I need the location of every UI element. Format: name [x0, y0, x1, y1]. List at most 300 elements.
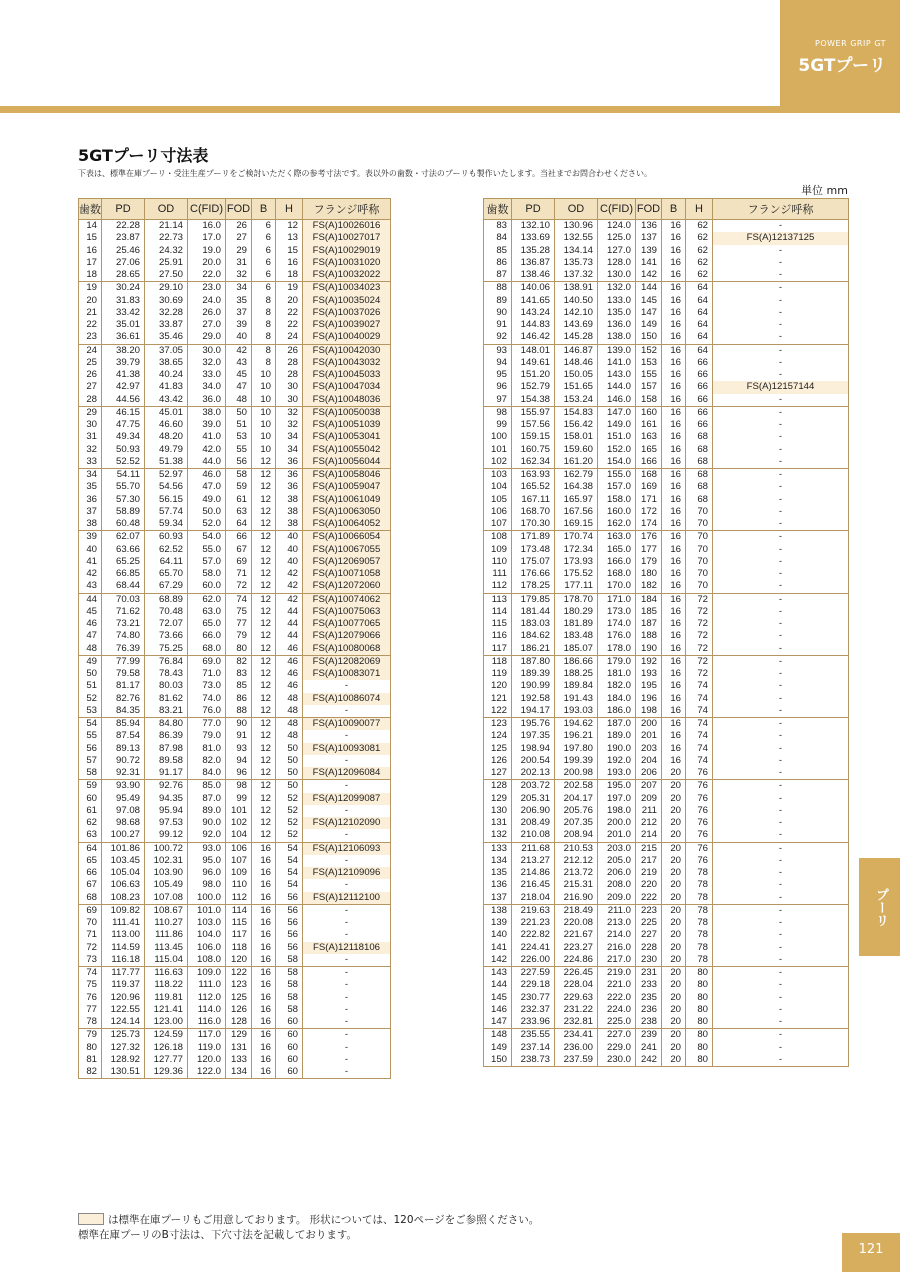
cell-h: 66: [686, 357, 713, 369]
cell-teeth: 144: [484, 979, 512, 991]
cell-pd: 65.25: [102, 556, 145, 568]
cell-od: 135.73: [555, 257, 598, 269]
cell-h: 13: [276, 232, 303, 244]
cell-flange: -: [713, 1029, 849, 1042]
cell-teeth: 81: [79, 1054, 102, 1066]
cell-b: 12: [252, 643, 276, 656]
cell-od: 164.38: [555, 481, 598, 493]
cell-fod: 128: [226, 1016, 252, 1029]
cell-flange: -: [303, 780, 391, 793]
cell-pd: 132.10: [512, 220, 555, 233]
cell-od: 70.48: [145, 606, 188, 618]
cell-teeth: 23: [79, 331, 102, 344]
cell-fod: 94: [226, 755, 252, 767]
cell-od: 170.74: [555, 531, 598, 544]
cell-pd: 66.85: [102, 568, 145, 580]
table-row: [484, 879, 849, 891]
cell-pd: 178.25: [512, 580, 555, 593]
cell-h: 78: [686, 942, 713, 954]
cell-h: 58: [276, 967, 303, 980]
cell-cfid: 193.0: [598, 767, 636, 780]
cell-od: 200.98: [555, 767, 598, 780]
cell-teeth: 63: [79, 829, 102, 842]
cell-b: 16: [662, 506, 686, 518]
cell-pd: 25.46: [102, 245, 145, 257]
cell-flange: FS(A)12112100: [303, 892, 391, 905]
cell-b: 12: [252, 793, 276, 805]
cell-teeth: 46: [79, 618, 102, 630]
cell-h: 58: [276, 954, 303, 967]
cell-flange: FS(A)10048036: [303, 394, 391, 407]
cell-pd: 189.39: [512, 668, 555, 680]
cell-cfid: 124.0: [598, 220, 636, 233]
cell-flange: -: [713, 979, 849, 991]
cell-teeth: 103: [484, 469, 512, 482]
table-row: [484, 556, 849, 568]
cell-od: 202.58: [555, 780, 598, 793]
cell-od: 137.32: [555, 269, 598, 282]
cell-b: 16: [662, 369, 686, 381]
cell-cfid: 166.0: [598, 556, 636, 568]
cell-teeth: 138: [484, 904, 512, 917]
cell-fod: 39: [226, 319, 252, 331]
cell-h: 74: [686, 730, 713, 742]
cell-pd: 87.54: [102, 730, 145, 742]
cell-cfid: 60.0: [188, 580, 226, 593]
cell-od: 199.39: [555, 755, 598, 767]
cell-fod: 211: [636, 805, 662, 817]
table-row: [484, 593, 849, 606]
cell-flange: -: [303, 680, 391, 692]
cell-teeth: 87: [484, 269, 512, 282]
cell-od: 138.91: [555, 282, 598, 295]
cell-cfid: 57.0: [188, 556, 226, 568]
cell-od: 237.59: [555, 1054, 598, 1067]
cell-fod: 222: [636, 892, 662, 905]
cell-od: 100.72: [145, 842, 188, 855]
cell-cfid: 209.0: [598, 892, 636, 905]
cell-fod: 55: [226, 444, 252, 456]
cell-flange: FS(A)10075063: [303, 606, 391, 618]
cell-flange: FS(A)12099087: [303, 793, 391, 805]
cell-b: 16: [662, 494, 686, 506]
cell-cfid: 181.0: [598, 668, 636, 680]
cell-cfid: 114.0: [188, 1004, 226, 1016]
table-row: [484, 232, 849, 244]
cell-teeth: 140: [484, 929, 512, 941]
cell-pd: 202.13: [512, 767, 555, 780]
table-row: [484, 718, 849, 731]
cell-pd: 208.49: [512, 817, 555, 829]
cell-h: 68: [686, 481, 713, 493]
cell-pd: 141.65: [512, 295, 555, 307]
cell-cfid: 111.0: [188, 979, 226, 991]
cell-teeth: 108: [484, 531, 512, 544]
cell-teeth: 26: [79, 369, 102, 381]
cell-pd: 211.68: [512, 842, 555, 855]
cell-b: 8: [252, 357, 276, 369]
cell-fod: 160: [636, 406, 662, 419]
cell-od: 154.83: [555, 406, 598, 419]
cell-h: 72: [686, 655, 713, 668]
cell-cfid: 81.0: [188, 743, 226, 755]
cell-cfid: 119.0: [188, 1042, 226, 1054]
cell-h: 40: [276, 556, 303, 568]
table-row: [484, 693, 849, 705]
cell-h: 44: [276, 606, 303, 618]
cell-teeth: 27: [79, 381, 102, 393]
cell-b: 12: [252, 618, 276, 630]
table-row: [79, 1066, 391, 1079]
table-row: [484, 767, 849, 780]
cell-fod: 48: [226, 394, 252, 407]
cell-cfid: 47.0: [188, 481, 226, 493]
cell-cfid: 76.0: [188, 705, 226, 718]
cell-od: 64.11: [145, 556, 188, 568]
cell-flange: FS(A)10034023: [303, 282, 391, 295]
cell-cfid: 187.0: [598, 718, 636, 731]
cell-h: 26: [276, 344, 303, 357]
cell-cfid: 44.0: [188, 456, 226, 469]
cell-fod: 137: [636, 232, 662, 244]
cell-cfid: 41.0: [188, 431, 226, 443]
cell-teeth: 78: [79, 1016, 102, 1029]
cell-cfid: 32.0: [188, 357, 226, 369]
table-row: [79, 606, 391, 618]
cell-fod: 82: [226, 655, 252, 668]
table-row: [484, 220, 849, 233]
table-row: [484, 531, 849, 544]
cell-b: 20: [662, 904, 686, 917]
cell-od: 62.52: [145, 544, 188, 556]
cell-flange: -: [713, 855, 849, 867]
cell-teeth: 45: [79, 606, 102, 618]
cell-fod: 107: [226, 855, 252, 867]
cell-cfid: 84.0: [188, 767, 226, 780]
cell-b: 16: [252, 942, 276, 954]
cell-b: 16: [662, 544, 686, 556]
cell-cfid: 154.0: [598, 456, 636, 469]
cell-pd: 146.42: [512, 331, 555, 344]
cell-fod: 220: [636, 879, 662, 891]
cell-od: 123.00: [145, 1016, 188, 1029]
table-row: [484, 1029, 849, 1042]
cell-b: 16: [662, 705, 686, 718]
cell-b: 16: [252, 992, 276, 1004]
cell-cfid: 29.0: [188, 331, 226, 344]
cell-cfid: 219.0: [598, 967, 636, 980]
cell-b: 16: [662, 606, 686, 618]
cell-fod: 141: [636, 257, 662, 269]
cell-fod: 219: [636, 867, 662, 879]
cell-cfid: 68.0: [188, 643, 226, 656]
cell-b: 16: [662, 406, 686, 419]
cell-cfid: 36.0: [188, 394, 226, 407]
cell-fod: 223: [636, 904, 662, 917]
cell-flange: -: [713, 245, 849, 257]
cell-cfid: 38.0: [188, 406, 226, 419]
table-row: [79, 1004, 391, 1016]
cell-flange: FS(A)10059047: [303, 481, 391, 493]
table-row: [79, 394, 391, 407]
cell-cfid: 133.0: [598, 295, 636, 307]
table-row: [484, 1042, 849, 1054]
cell-b: 20: [662, 979, 686, 991]
cell-h: 36: [276, 469, 303, 482]
cell-od: 84.80: [145, 718, 188, 731]
cell-od: 156.42: [555, 419, 598, 431]
cell-fod: 120: [226, 954, 252, 967]
cell-h: 54: [276, 879, 303, 891]
cell-od: 108.67: [145, 904, 188, 917]
cell-cfid: 227.0: [598, 1029, 636, 1042]
cell-pd: 213.27: [512, 855, 555, 867]
cell-b: 20: [662, 892, 686, 905]
table-row: [484, 929, 849, 941]
cell-flange: -: [303, 855, 391, 867]
cell-b: 16: [252, 904, 276, 917]
column-header-fod: FOD: [636, 199, 662, 220]
cell-b: 16: [252, 917, 276, 929]
cell-b: 12: [252, 817, 276, 829]
cell-b: 8: [252, 319, 276, 331]
cell-fod: 163: [636, 431, 662, 443]
cell-teeth: 41: [79, 556, 102, 568]
table-row: [484, 630, 849, 642]
cell-fod: 43: [226, 357, 252, 369]
table-row: [79, 780, 391, 793]
cell-h: 38: [276, 506, 303, 518]
cell-flange: FS(A)10037026: [303, 307, 391, 319]
cell-pd: 105.04: [102, 867, 145, 879]
cell-teeth: 59: [79, 780, 102, 793]
cell-h: 78: [686, 879, 713, 891]
page-number: 121: [858, 1242, 884, 1257]
cell-fod: 109: [226, 867, 252, 879]
cell-teeth: 100: [484, 431, 512, 443]
cell-h: 74: [686, 718, 713, 731]
cell-pd: 44.56: [102, 394, 145, 407]
cell-od: 52.97: [145, 469, 188, 482]
header-title: 5GTプーリ: [798, 56, 886, 76]
table-row: [79, 743, 391, 755]
cell-h: 52: [276, 817, 303, 829]
cell-teeth: 121: [484, 693, 512, 705]
cell-h: 76: [686, 842, 713, 855]
cell-cfid: 63.0: [188, 606, 226, 618]
cell-cfid: 213.0: [598, 917, 636, 929]
cell-flange: -: [303, 879, 391, 891]
cell-h: 68: [686, 444, 713, 456]
cell-fod: 158: [636, 394, 662, 407]
column-header-h: H: [276, 199, 303, 220]
cell-pd: 205.31: [512, 793, 555, 805]
table-row: [79, 580, 391, 593]
cell-cfid: 158.0: [598, 494, 636, 506]
cell-flange: -: [713, 967, 849, 980]
cell-flange: -: [713, 680, 849, 692]
cell-h: 60: [276, 1066, 303, 1079]
cell-od: 188.25: [555, 668, 598, 680]
cell-h: 40: [276, 544, 303, 556]
cell-b: 20: [662, 879, 686, 891]
cell-od: 194.62: [555, 718, 598, 731]
cell-fod: 56: [226, 456, 252, 469]
table-row: [79, 643, 391, 656]
cell-teeth: 119: [484, 668, 512, 680]
cell-teeth: 135: [484, 867, 512, 879]
cell-fod: 102: [226, 817, 252, 829]
cell-teeth: 79: [79, 1029, 102, 1042]
cell-cfid: 174.0: [598, 618, 636, 630]
cell-flange: -: [713, 494, 849, 506]
table-row: [484, 544, 849, 556]
cell-od: 142.10: [555, 307, 598, 319]
cell-flange: -: [713, 344, 849, 357]
cell-h: 62: [686, 220, 713, 233]
cell-pd: 187.80: [512, 655, 555, 668]
cell-fod: 180: [636, 568, 662, 580]
cell-cfid: 82.0: [188, 755, 226, 767]
cell-h: 18: [276, 269, 303, 282]
cell-pd: 226.00: [512, 954, 555, 967]
cell-flange: -: [713, 257, 849, 269]
table-row: [79, 942, 391, 954]
cell-fod: 171: [636, 494, 662, 506]
cell-pd: 159.15: [512, 431, 555, 443]
cell-cfid: 62.0: [188, 593, 226, 606]
cell-pd: 70.03: [102, 593, 145, 606]
cell-teeth: 44: [79, 593, 102, 606]
column-header-pd: PD: [512, 199, 555, 220]
cell-b: 16: [662, 431, 686, 443]
cell-teeth: 62: [79, 817, 102, 829]
cell-h: 72: [686, 606, 713, 618]
cell-pd: 28.65: [102, 269, 145, 282]
cell-od: 121.41: [145, 1004, 188, 1016]
cell-flange: FS(A)10080068: [303, 643, 391, 656]
cell-flange: FS(A)12082069: [303, 655, 391, 668]
cell-cfid: 122.0: [188, 1066, 226, 1079]
cell-flange: FS(A)10061049: [303, 494, 391, 506]
cell-b: 12: [252, 593, 276, 606]
cell-od: 25.91: [145, 257, 188, 269]
table-row: [484, 319, 849, 331]
cell-h: 52: [276, 829, 303, 842]
table-header-row: [79, 199, 391, 220]
cell-teeth: 20: [79, 295, 102, 307]
cell-cfid: 116.0: [188, 1016, 226, 1029]
cell-h: 64: [686, 344, 713, 357]
cell-od: 41.83: [145, 381, 188, 393]
cell-od: 72.07: [145, 618, 188, 630]
cell-teeth: 14: [79, 220, 102, 233]
cell-fod: 139: [636, 245, 662, 257]
cell-cfid: 197.0: [598, 793, 636, 805]
cell-h: 50: [276, 767, 303, 780]
cell-teeth: 85: [484, 245, 512, 257]
table-row: [484, 381, 849, 393]
cell-flange: -: [303, 904, 391, 917]
cell-fod: 165: [636, 444, 662, 456]
cell-fod: 45: [226, 369, 252, 381]
cell-od: 40.24: [145, 369, 188, 381]
cell-od: 173.93: [555, 556, 598, 568]
cell-pd: 22.28: [102, 220, 145, 233]
column-header-b: B: [662, 199, 686, 220]
cell-cfid: 65.0: [188, 618, 226, 630]
cell-fod: 90: [226, 718, 252, 731]
table-row: [79, 295, 391, 307]
cell-flange: -: [713, 730, 849, 742]
cell-teeth: 52: [79, 693, 102, 705]
table-row: [484, 357, 849, 369]
cell-cfid: 141.0: [598, 357, 636, 369]
cell-fod: 169: [636, 481, 662, 493]
cell-pd: 216.45: [512, 879, 555, 891]
cell-teeth: 115: [484, 618, 512, 630]
cell-teeth: 16: [79, 245, 102, 257]
cell-fod: 69: [226, 556, 252, 568]
cell-cfid: 100.0: [188, 892, 226, 905]
cell-flange: -: [303, 954, 391, 967]
cell-pd: 221.23: [512, 917, 555, 929]
cell-cfid: 52.0: [188, 518, 226, 531]
cell-pd: 120.96: [102, 992, 145, 1004]
cell-fod: 152: [636, 344, 662, 357]
cell-teeth: 57: [79, 755, 102, 767]
cell-cfid: 95.0: [188, 855, 226, 867]
cell-pd: 232.37: [512, 1004, 555, 1016]
cell-b: 8: [252, 295, 276, 307]
cell-b: 16: [662, 319, 686, 331]
cell-h: 70: [686, 531, 713, 544]
cell-h: 78: [686, 929, 713, 941]
cell-h: 12: [276, 220, 303, 233]
cell-h: 15: [276, 245, 303, 257]
cell-teeth: 33: [79, 456, 102, 469]
cell-h: 54: [276, 867, 303, 879]
cell-pd: 106.63: [102, 879, 145, 891]
cell-h: 70: [686, 580, 713, 593]
column-header-flange: フランジ呼称: [713, 199, 849, 220]
cell-cfid: 104.0: [188, 929, 226, 941]
header-rule: [0, 106, 900, 113]
cell-b: 16: [662, 481, 686, 493]
cell-pd: 128.92: [102, 1054, 145, 1066]
cell-teeth: 143: [484, 967, 512, 980]
cell-b: 20: [662, 917, 686, 929]
table-row: [79, 967, 391, 980]
table-row: [79, 307, 391, 319]
table-row: [484, 257, 849, 269]
cell-flange: -: [713, 780, 849, 793]
cell-teeth: 35: [79, 481, 102, 493]
cell-pd: 160.75: [512, 444, 555, 456]
cell-teeth: 74: [79, 967, 102, 980]
cell-flange: FS(A)10053041: [303, 431, 391, 443]
cell-flange: -: [713, 269, 849, 282]
cell-cfid: 16.0: [188, 220, 226, 233]
cell-h: 48: [276, 693, 303, 705]
cell-teeth: 113: [484, 593, 512, 606]
cell-teeth: 80: [79, 1042, 102, 1054]
cell-teeth: 150: [484, 1054, 512, 1067]
cell-pd: 111.41: [102, 917, 145, 929]
cell-pd: 84.35: [102, 705, 145, 718]
cell-od: 167.56: [555, 506, 598, 518]
cell-h: 80: [686, 1004, 713, 1016]
